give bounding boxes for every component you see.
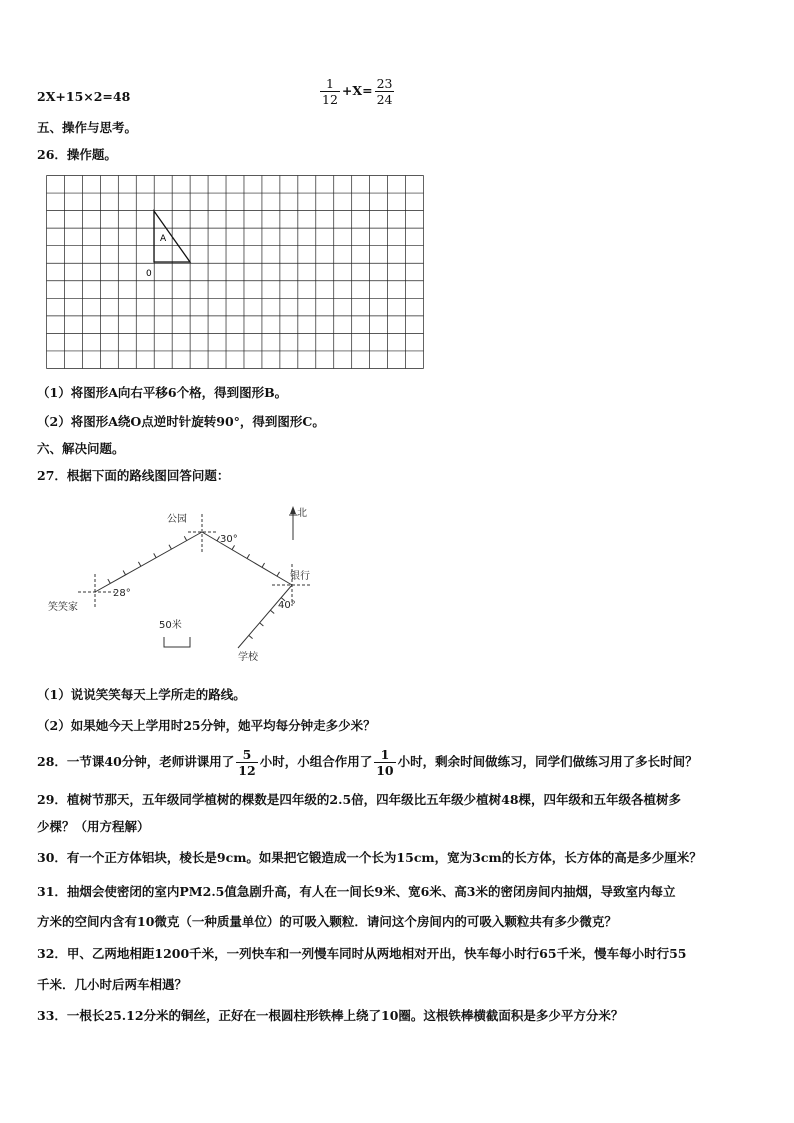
equation-2-fraction (320, 76, 340, 107)
q33: 33．一根长25.12分米的铜丝，正好在一根圆柱形铁棒上绕了10圈。这根铁棒横截面积是多少平方分米？ (37, 1008, 624, 1023)
angle-park: 30° (220, 534, 238, 545)
q28-text-c: 小时，剩余时间做练习，同学们做练习用了多长时间？ (397, 754, 698, 769)
equation-2-rhs-fraction (375, 76, 395, 107)
fraction-numerator: 1 (374, 747, 395, 763)
label-bank: 银行 (290, 571, 310, 582)
grid-lines (47, 176, 424, 369)
q26-title: 26．操作题。 (37, 147, 117, 162)
q31-line-2: 方米的空间内含有10微克（一种质量单位）的可吸入颗粒．请问这个房间内的可吸入颗粒共有多少微克？ (37, 914, 617, 929)
q26-part-2: （2）将图形A绕O点逆时针旋转90°，得到图形C。 (37, 414, 325, 429)
label-home: 笑笑家 (48, 602, 78, 613)
q29-line-1: 29．植树节那天，五年级同学植树的棵数是四年级的2.5倍，四年级比五年级少植树48棵，四年级和五年级各植树多 (37, 792, 682, 807)
route-ticks (108, 536, 285, 638)
route-tick (123, 570, 125, 574)
q27-part-2: （2）如果她今天上学用时25分钟，她平均每分钟走多少米？ (37, 718, 376, 733)
route-tick (154, 553, 156, 557)
q28-fraction-2 (374, 747, 395, 778)
equation-2-operator: +X= (341, 83, 373, 98)
shape-a-label: A (160, 234, 167, 244)
fraction-denominator: 10 (376, 763, 394, 778)
q31-line-1: 31．抽烟会使密闭的室内PM2.5值急剧升高，有人在一间长9米、宽6米、高3米的密闭房间内抽烟，导致室内每立 (37, 884, 676, 899)
route-tick (169, 545, 171, 549)
scale-bar (164, 637, 190, 647)
q28-fraction-1 (236, 747, 257, 778)
route-home-park (95, 532, 202, 592)
scale-label: 50米 (159, 620, 182, 631)
fraction-denominator: 24 (376, 92, 393, 107)
origin-label: 0 (146, 269, 152, 279)
q28 (37, 744, 698, 780)
q27-title: 27．根据下面的路线图回答问题： (37, 468, 230, 483)
route-tick (184, 536, 186, 540)
q28-text-a: 28．一节课40分钟，老师讲课用了 (37, 754, 235, 769)
route-map (40, 500, 340, 670)
angle-bank: 40° (278, 600, 296, 611)
route-tick (262, 563, 265, 567)
route-tick (108, 579, 110, 583)
north-arrow-icon (290, 506, 296, 514)
q32-line-1: 32．甲、乙两地相距1200千米，一列快车和一列慢车同时从两地相对开出，快车每小时行65千米，慢车每小时行55 (37, 946, 687, 961)
square-grid (46, 175, 424, 369)
route-bank-school (238, 585, 292, 648)
q26-part-1: （1）将图形A向右平移6个格，得到图形B。 (37, 385, 288, 400)
section-6-heading: 六、解决问题。 (37, 441, 125, 456)
q30: 30．有一个正方体铝块，棱长是9cm。如果把它锻造成一个长为15cm，宽为3cm的长方体，长方体的高是多少厘米？ (37, 850, 702, 865)
route-tick (138, 562, 140, 566)
equation-2 (318, 76, 396, 107)
fraction-denominator: 12 (238, 763, 256, 778)
label-north: 北 (297, 508, 307, 519)
fraction-numerator: 5 (236, 747, 257, 763)
q32-line-2: 千米．几小时后两车相遇？ (37, 977, 188, 992)
route-tick (260, 623, 264, 626)
fraction-numerator: 1 (320, 76, 340, 92)
section-5-heading: 五、操作与思考。 (37, 120, 138, 135)
route-tick (277, 572, 280, 576)
route-tick (247, 554, 250, 558)
q29-line-2: 少棵？（用方程解） (37, 819, 150, 834)
label-park: 公园 (167, 514, 187, 525)
route-tick (270, 610, 274, 613)
fraction-numerator: 23 (376, 76, 393, 91)
q28-text-b: 小时，小组合作用了 (259, 754, 373, 769)
angle-home: 28° (113, 588, 131, 599)
fraction-denominator: 12 (322, 92, 338, 107)
equation-1: 2X+15×2=48 (37, 89, 131, 104)
route-tick (232, 545, 235, 549)
q27-part-1: （1）说说笑笑每天上学所走的路线。 (37, 687, 246, 702)
label-school: 学校 (238, 652, 258, 663)
route-tick (249, 635, 253, 638)
